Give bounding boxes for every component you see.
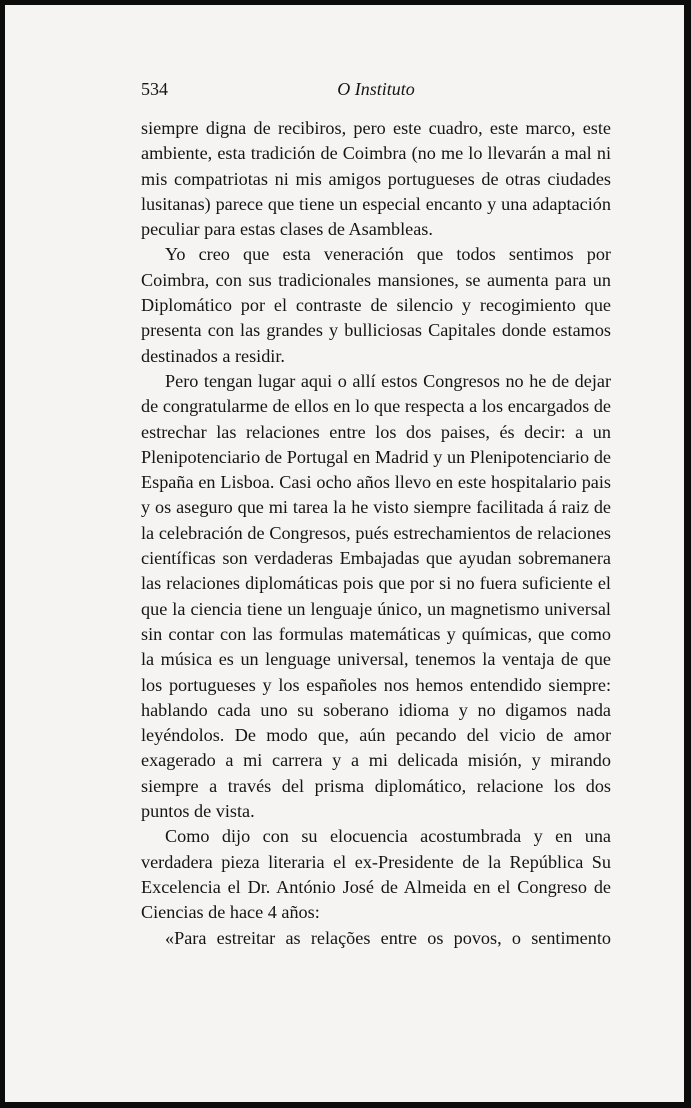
paragraph: Como dijo con su elocuencia acostumbrada y en una verdadera pieza literaria el ex-Presidente de la República Su Excelencia el Dr. António José de Almeida en el Congreso de Ciencias de hace 4 años: (141, 826, 611, 923)
body-text (141, 116, 611, 951)
running-header (141, 74, 611, 104)
paragraph: Yo creo que esta veneración que todos sentimos por Coimbra, con sus tradicionales mansiones, se aumenta para un Diplomático por el contraste de silencio y recogimiento que presenta con las grandes y bulliciosas Capitales donde estamos destinados a residir. (141, 244, 611, 366)
paragraph: Pero tengan lugar aqui o allí estos Congresos no he de dejar de congratularme de ellos en lo que respecta a los encargados de estrechar las relaciones entre los dos paises, és decir: a un Plenipotenciario de Portugal en Madrid y un Plenipotenciario de España en Lisboa. Casi ocho años llevo en este hospitalario pais y os aseguro que mi tarea la he visto siempre facilitada á raiz de la celebración de Congresos, pués estrechamientos de relaciones científicas son verdaderas Embajadas que ayudan sobremanera las relaciones diplomáticas pois que por si no fuera suficiente el que la ciencia tiene un lenguaje único, un magnetismo universal sin contar con las formulas matemáticas y químicas, que como la música es un lenguage universal, tenemos la ventaja de que los portugueses y los españoles nos hemos entendido siempre: hablando cada uno su soberano idioma y no digamos nada leyéndolos. De modo que, aún pecando del vicio de amor exagerado a mi carrera y a mi delicada misión, y mirando siempre a través del prisma diplomático, relacione los dos puntos de vista. (141, 370, 611, 822)
paragraph-continuation: siempre digna de recibiros, pero este cuadro, este marco, este ambiente, esta tradición de Coimbra (no me lo llevarán a mal ni mis compatriotas ni mis amigos portugueses de otras ciudades lusitanas) parece que tiene un especial encanto y una adaptación peculiar para estas clases de Asambleas. (141, 118, 611, 240)
paragraph-quotation-start: «Para estreitar as relações entre os povos, o sentimento (165, 927, 611, 948)
book-page (141, 74, 611, 951)
running-title: O Instituto (337, 79, 415, 99)
page-number: 534 (141, 79, 168, 99)
